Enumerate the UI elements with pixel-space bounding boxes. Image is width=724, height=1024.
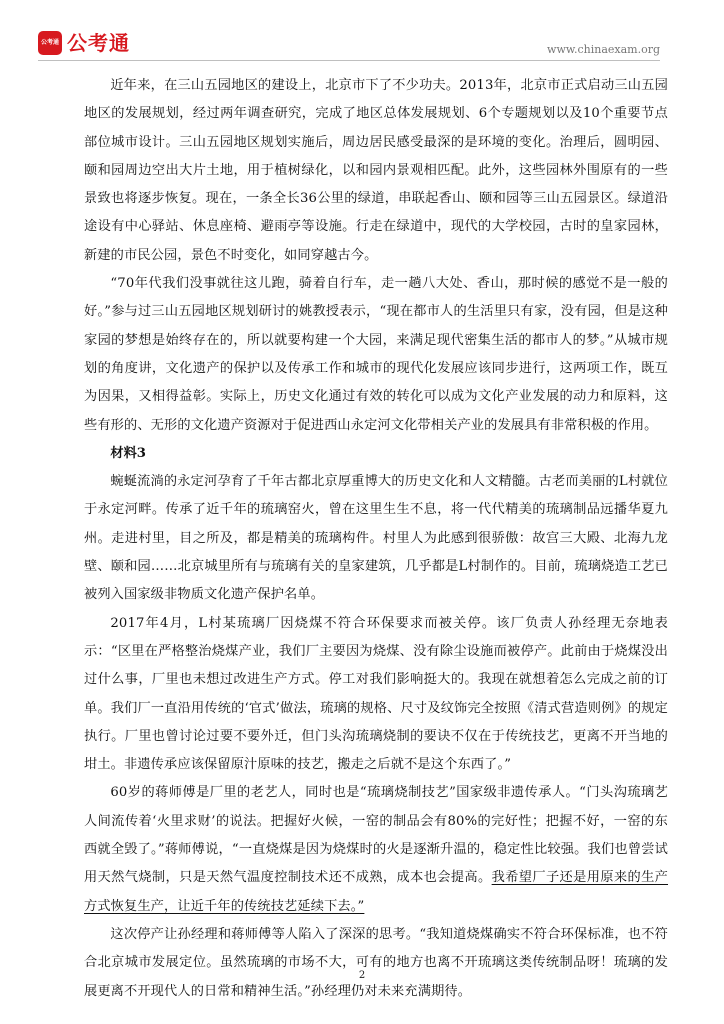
paragraph-5-text: 60岁的蒋师傅是厂里的老艺人，同时也是“琉璃烧制技艺”国家级非遗传承人。“门头沟琉璃艺人间流传着‘火里求财’的说法。把握好火候，一窑的制品会有80%的完好性；把握不好，一窑的东西就全毁了。”蒋师傅说，“一直烧煤是因为烧煤时的火是逐渐升温的，稳定性比较强。我们也曾尝试用天然气烧制，只是天然气温度控制技术还不成熟，成本也会提高。 [84, 785, 668, 886]
paragraph-4: 2017年4月，L村某琉璃厂因烧煤不符合环保要求而被关停。该厂负责人孙经理无奈地表示：“区里在严格整治烧煤产业，我们厂主要因为烧煤、没有除尘设施而被停产。此前由于烧煤没出过什么事，厂里也未想过改进生产方式。停工对我们影响挺大的。我现在就想着怎么完成之前的订单。我们厂一直沿用传统的‘官式’做法，琉璃的规格、尺寸及纹饰完全按照《清式营造则例》的规定执行。厂里也曾讨论过要不要外迁，但门头沟琉璃烧制的要诀不仅在于传统技艺，更离不开当地的坩土。非遗传承应该保留原汁原味的技艺，搬走之后就不是这个东西了。” [84, 615, 668, 773]
site-logo[interactable] [38, 31, 130, 55]
page-header [0, 0, 724, 62]
document-body [84, 72, 668, 1006]
paragraph-5-underlined-text: 我希望厂子还是用原来的生产方式恢复生产，让近千年的传统技艺延续下去。” [84, 870, 669, 914]
page-number: 2 [358, 970, 366, 981]
section-title-material-3: 材料3 [110, 445, 146, 461]
paragraph-2: “70年代我们没事就往这儿跑，骑着自行车，走一趟八大处、香山，那时候的感觉不是一般的好。”参与过三山五园地区规划研讨的姚教授表示，“现在都市人的生活里只有家，没有园，但是这种家园的梦想是始终存在的，所以就要构建一个大园，来满足现代密集生活的都市人的梦。”从城市规划的角度讲，文化遗产的保护以及传承工作和城市的现代化发展应该同步进行，这两项工作，既互为因果，又相得益彰。实际上，历史文化通过有效的转化可以成为文化产业发展的动力和原料，这些有形的、无形的文化遗产资源对于促进西山永定河文化带相关产业的发展具有非常积极的作用。 [84, 276, 668, 433]
paragraph-3: 蜿蜒流淌的永定河孕育了千年古都北京厚重博大的历史文化和人文精髓。古老而美丽的L村就位于永定河畔。传承了近千年的琉璃窑火，曾在这里生生不息，将一代代精美的琉璃制品远播华夏九州。走进村里，目之所及，都是精美的琉璃构件。村里人为此感到很骄傲：故宫三大殿、北海九龙壁、颐和园……北京城里所有与琉璃有关的皇家建筑，几乎都是L村制作的。目前，琉璃烧造工艺已被列入国家级非物质文化遗产保护名单。 [84, 474, 668, 603]
logo-text: 公考通 [67, 31, 130, 55]
site-url[interactable]: www.chinaexam.org [547, 43, 660, 56]
paragraph-6: 这次停产让孙经理和蒋师傅等人陷入了深深的思考。“我知道烧煤确实不符合环保标准，也不符合北京城市发展定位。虽然琉璃的市场不大，可有的地方也离不开琉璃这类传统制品呀！琉璃的发展更离不开现代人的日常和精神生活。”孙经理仍对未来充满期待。 [84, 926, 668, 999]
paragraph-1: 近年来，在三山五园地区的建设上，北京市下了不少功夫。2013年，北京市正式启动三山五园地区的发展规划，经过两年调查研究，完成了地区总体发展规划、6个专题规划以及10个重要节点部位城市设计。三山五园地区规划实施后，周边居民感受最深的是环境的变化。治理后，圆明园、颐和园周边空出大片土地，用于植树绿化，以和园内景观相匹配。此外，这些园林外围原有的一些景致也将逐步恢复。现在，一条全长36公里的绿道，串联起香山、颐和园等三山五园景区。绿道沿途设有中心驿站、休息座椅、避雨亭等设施。行走在绿道中，现代的大学校园，古时的皇家园林，新建的市民公园，景色不时变化，如同穿越古今。 [84, 78, 668, 263]
logo-badge-icon: 公考通 [38, 31, 62, 55]
paragraph-5 [84, 779, 668, 920]
header-divider [38, 60, 660, 61]
